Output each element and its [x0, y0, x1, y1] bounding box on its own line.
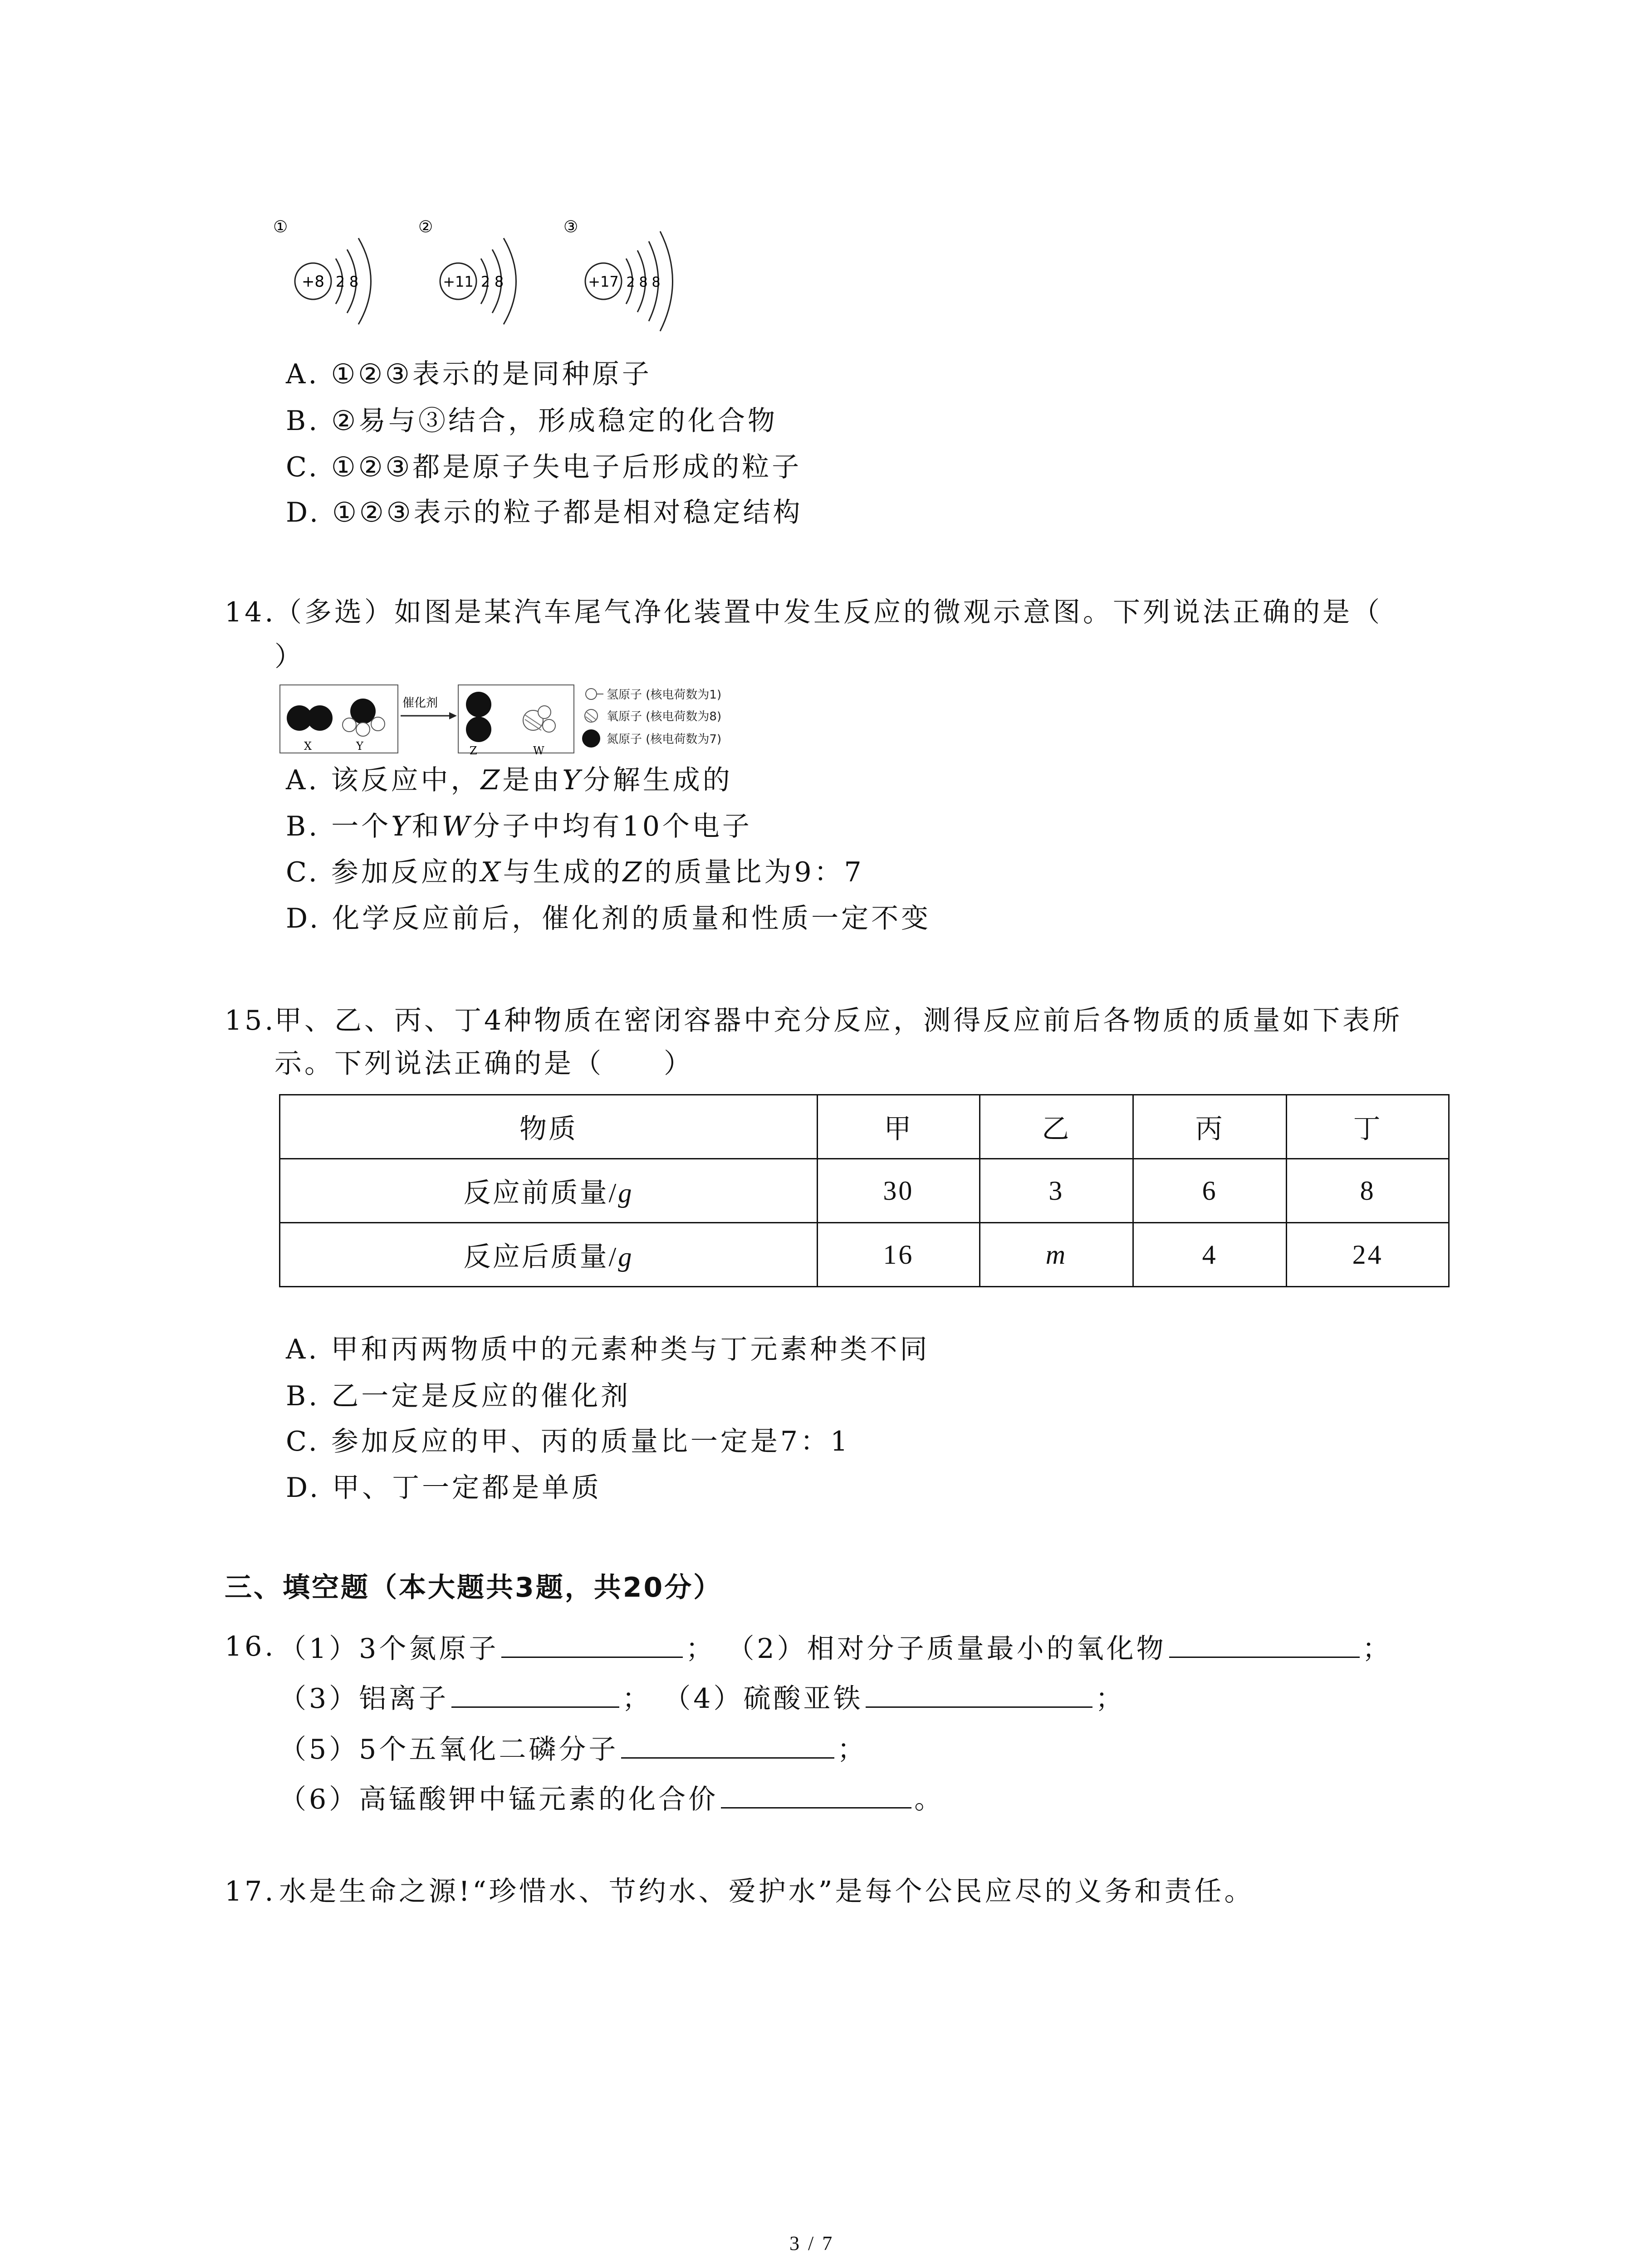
q17-number: 17. [225, 1876, 276, 1907]
q13-option-b: B. ②易与③结合，形成稳定的化合物 [286, 405, 778, 437]
q13-option-d: D. ①②③表示的粒子都是相对稳定结构 [286, 497, 803, 528]
nucleus-charge-2: +11 [443, 273, 474, 290]
label-z: Z [470, 744, 477, 757]
table-header-row [280, 1095, 1449, 1159]
q14-stem-line2: ） [274, 641, 304, 673]
row-label: 反应前质量/g [280, 1159, 818, 1223]
q16-line2: （3）铝离子 ； （4）硫酸亚铁 ； [279, 1678, 1125, 1717]
mass-table [279, 1094, 1450, 1287]
header-cell: 丙 [1133, 1095, 1286, 1159]
nucleus-charge-3: +17 [588, 273, 619, 290]
table-cell: 6 [1133, 1159, 1286, 1223]
reactants-box [280, 685, 398, 753]
q16-number: 16. [225, 1631, 276, 1662]
q15-option-b: B. 乙一定是反应的催化剂 [286, 1380, 631, 1412]
answer-blank-3[interactable] [451, 1678, 619, 1708]
header-cell: 丁 [1287, 1095, 1449, 1159]
q15-option-d: D. 甲、丁一定都是单质 [286, 1472, 602, 1504]
shell-1-1: 2 [335, 273, 345, 290]
nucleus-charge-1: +8 [301, 273, 325, 291]
q14-option-b: B. 一个Y和W分子中均有10个电子 [286, 811, 752, 842]
catalyst-arrow [401, 696, 457, 719]
row-label: 反应后质量/g [280, 1223, 818, 1287]
page-number: 3 / 7 [789, 2232, 834, 2254]
answer-blank-1[interactable] [501, 1628, 683, 1658]
table-row [280, 1223, 1449, 1287]
atom-label-1: ① [273, 218, 288, 236]
legend-oxygen: 氧原子 (核电荷数为8) [607, 710, 722, 723]
q15-option-c: C. 参加反应的甲、丙的质量比一定是7：1 [286, 1426, 851, 1457]
atom-diagram-1 [273, 218, 371, 324]
header-cell: 物质 [280, 1095, 818, 1159]
shell-3-3: 8 [652, 274, 661, 290]
reaction-micro-diagram [279, 684, 769, 761]
legend-nitrogen: 氮原子 (核电荷数为7) [607, 733, 722, 746]
q13-option-a: A. ①②③表示的是同种原子 [286, 358, 652, 390]
answer-blank-2[interactable] [1169, 1628, 1360, 1658]
answer-blank-6[interactable] [721, 1779, 911, 1809]
table-cell: m [980, 1223, 1133, 1287]
q17-text: 水是生命之源!“珍惜水、节约水、爱护水”是每个公民应尽的义务和责任。 [279, 1876, 1254, 1907]
q14-stem-line1: （多选）如图是某汽车尾气净化装置中发生反应的微观示意图。下列说法正确的是（ [274, 596, 1382, 628]
shell-2-1: 2 [480, 273, 490, 290]
q15-stem-line1: 甲、乙、丙、丁4种物质在密闭容器中充分反应，测得反应前后各物质的质量如下表所 [274, 1005, 1403, 1036]
answer-blank-4[interactable] [866, 1678, 1092, 1708]
legend-hydrogen: 氢原子 (核电荷数为1) [607, 688, 722, 702]
table-cell: 16 [818, 1223, 980, 1287]
q15-number: 15. [225, 1005, 276, 1036]
label-x: X [304, 740, 312, 753]
table-row [280, 1159, 1449, 1223]
table-cell: 3 [980, 1159, 1133, 1223]
atom-legend [582, 688, 721, 748]
q14-option-d: D. 化学反应前后，催化剂的质量和性质一定不变 [286, 903, 931, 934]
label-w: W [533, 744, 544, 757]
q14-option-c: C. 参加反应的X与生成的Z的质量比为9：7 [286, 856, 864, 888]
atomic-structure-diagrams [272, 213, 681, 349]
q15-stem-line2: 示。下列说法正确的是（ ） [274, 1048, 694, 1080]
shell-2-2: 8 [494, 273, 504, 290]
answer-blank-5[interactable] [621, 1729, 834, 1759]
atom-label-2: ② [418, 218, 433, 236]
shell-3-2: 8 [639, 274, 648, 290]
arrow-label: 催化剂 [402, 696, 438, 710]
section-title: 三、填空题（本大题共3题，共20分） [225, 1572, 723, 1603]
table-cell: 8 [1287, 1159, 1449, 1223]
q16-line4: （6）高锰酸钾中锰元素的化合价 。 [279, 1779, 944, 1818]
header-cell: 甲 [818, 1095, 980, 1159]
table-cell: 24 [1287, 1223, 1449, 1287]
products-box [458, 685, 574, 757]
q13-option-c: C. ①②③都是原子失电子后形成的粒子 [286, 451, 802, 483]
label-y: Y [356, 740, 363, 753]
shell-3-1: 2 [626, 274, 635, 290]
q14-number: 14. [225, 596, 276, 628]
shell-1-2: 8 [349, 273, 359, 290]
table-cell: 4 [1133, 1223, 1286, 1287]
q16-line3: （5）5个五氧化二磷分子 ； [279, 1729, 867, 1768]
q14-option-a: A. 该反应中，Z是由Y分解生成的 [286, 764, 733, 796]
atom-diagram-2 [418, 218, 516, 324]
q15-option-a: A. 甲和丙两物质中的元素种类与丁元素种类不同 [286, 1334, 930, 1365]
table-cell: 30 [818, 1159, 980, 1223]
header-cell: 乙 [980, 1095, 1133, 1159]
q16-line1: （1）3个氮原子 ； （2）相对分子质量最小的氧化物 ； [279, 1628, 1392, 1667]
atom-diagram-3 [563, 218, 673, 331]
atom-label-3: ③ [563, 218, 578, 236]
